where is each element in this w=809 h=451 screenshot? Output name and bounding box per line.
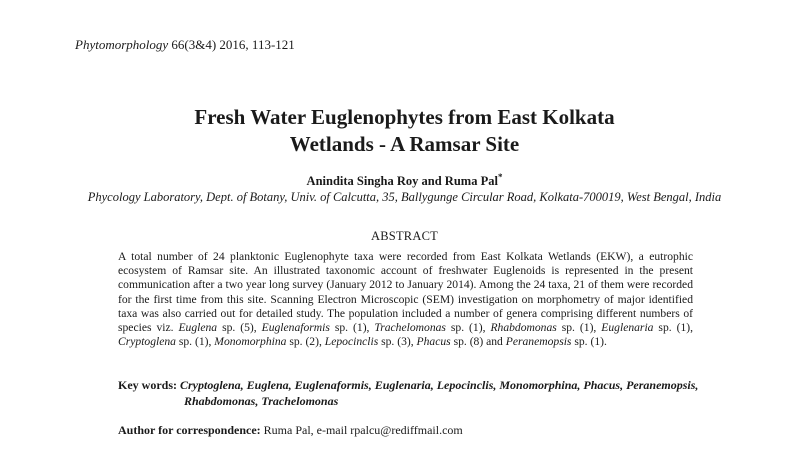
title-line-1: Fresh Water Euglenophytes from East Kolkata — [194, 105, 615, 129]
journal-citation — [75, 37, 295, 53]
author-names: Anindita Singha Roy and Ruma Pal — [306, 174, 498, 189]
keywords-line-1: Cryptoglena, Euglena, Euglenaformis, Euglenaria, Lepocinclis, Monomorphina, Phacus, Peranemopsis, — [180, 378, 699, 392]
genus-count: sp. (3), — [378, 335, 417, 349]
genus-name: Lepocinclis — [324, 335, 379, 349]
genus-name: Peranemopsis — [505, 335, 572, 349]
genus-count: sp. (8) and — [450, 335, 506, 349]
paper-title — [0, 104, 809, 158]
genus-count: sp. (2), — [286, 335, 325, 349]
genus-name: Monomorphina — [214, 335, 287, 349]
genera-list — [118, 321, 693, 348]
correspondence — [118, 423, 463, 438]
genus-name: Phacus — [416, 335, 451, 349]
keywords-block — [118, 378, 708, 409]
abstract-heading: ABSTRACT — [371, 229, 438, 243]
genus-count: sp. (1). — [571, 335, 607, 349]
journal-name: Phytomorphology — [75, 37, 169, 52]
genus-name: Rhabdomonas — [490, 321, 557, 335]
abstract-intro: A total number of 24 planktonic Euglenophyte taxa were recorded from East Kolkata Wetlands (EKW), a eutrophic ecosystem of Ramsar site. An illustrated taxonomic account of freshwater Euglenoids is represented in the present communication after a two year long survey (January 2012 to January 2014). Among the 24 taxa, 21 of them were recorded for the first time from this site. Scanning Electron Microscopic (SEM) investigation on morphometry of major identified taxa was also carried out for detailed study. The population included a number of genera comprising different numbers of species viz. — [118, 250, 693, 335]
genus-count: sp. (5), — [217, 321, 262, 335]
genus-name: Euglenaria — [601, 321, 654, 335]
genus-count: sp. (1), — [175, 335, 215, 349]
correspondence-value: Ruma Pal, e-mail rpalcu@rediffmail.com — [260, 423, 463, 437]
keywords-label: Key words: — [118, 378, 177, 392]
author-list — [0, 172, 809, 189]
genus-count: sp. (1), — [329, 321, 375, 335]
title-line-2: Wetlands - A Ramsar Site — [289, 132, 520, 156]
genus-count: sp. (1), — [653, 321, 694, 335]
keywords-line-2: Rhabdomonas, Trachelomonas — [184, 393, 339, 408]
genus-name: Trachelomonas — [374, 321, 446, 335]
volume-info: 66(3&4) 2016, 113-121 — [168, 37, 295, 52]
abstract-body — [118, 250, 693, 349]
genus-name: Cryptoglena — [118, 335, 176, 349]
corresponding-marker: * — [497, 172, 503, 182]
genus-name: Euglenaformis — [261, 321, 330, 335]
affiliation: Phycology Laboratory, Dept. of Botany, Univ. of Calcutta, 35, Ballygunge Circular Road, Kolkata-700019, West Bengal, India — [87, 190, 722, 204]
correspondence-label: Author for correspondence: — [118, 423, 261, 437]
genus-count: sp. (1), — [556, 321, 602, 335]
genus-count: sp. (1), — [445, 321, 491, 335]
genus-name: Euglena — [178, 321, 218, 335]
